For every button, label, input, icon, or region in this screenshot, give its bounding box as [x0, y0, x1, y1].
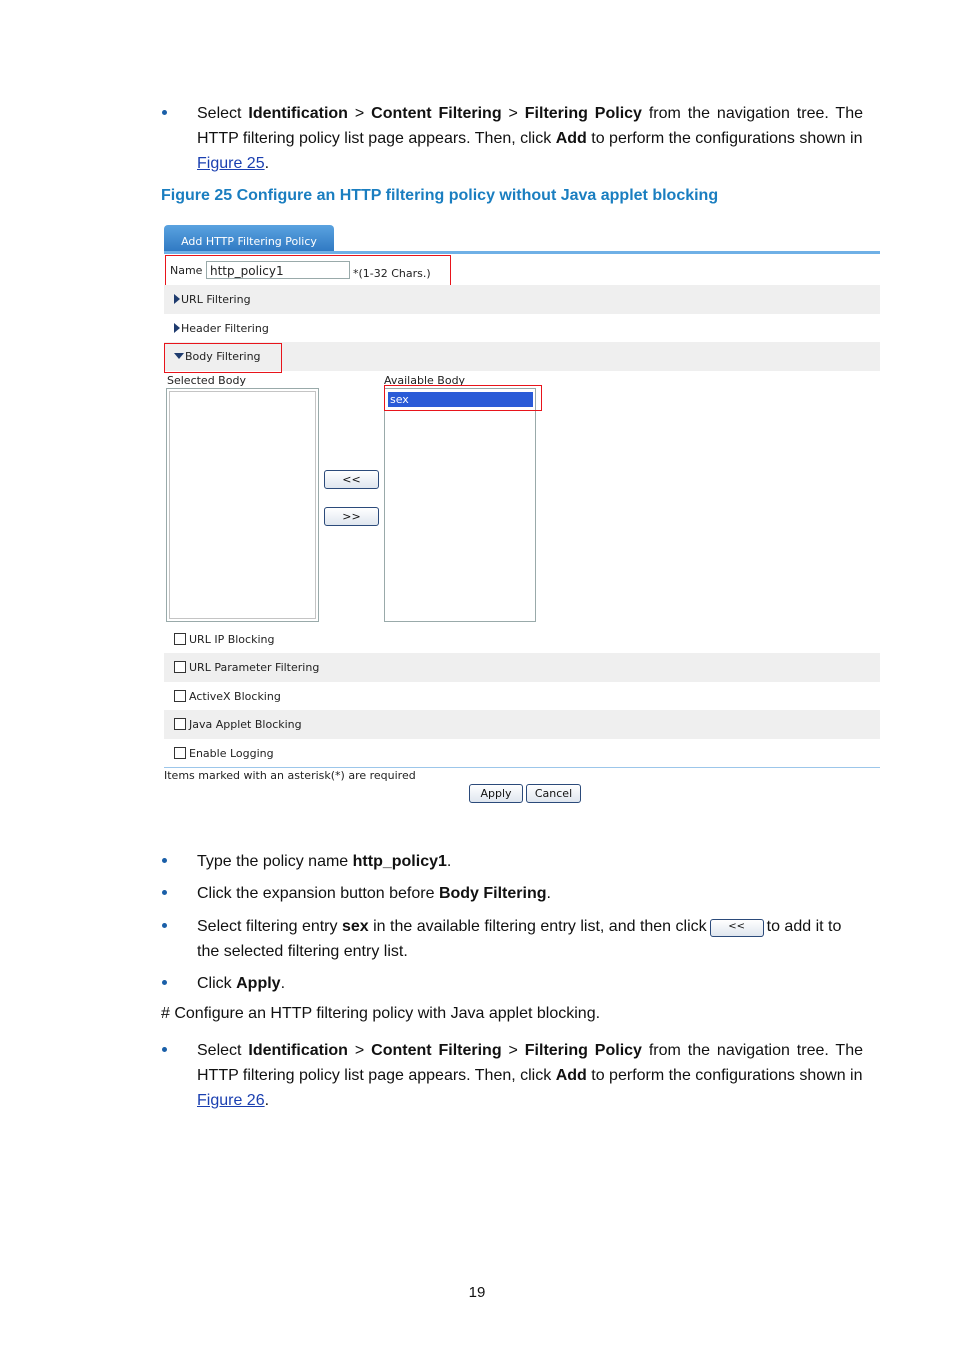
second-paragraph: Select Identification > Content Filtering > Filtering Policy from the navigation tree. The HTTP filtering policy list page appears. Then, click Add to perform the configurations shown in Figure 26. [197, 1042, 863, 1109]
available-item-sex[interactable]: sex [388, 392, 533, 407]
bullet [161, 980, 169, 988]
url-ip-blocking-checkbox[interactable] [174, 633, 186, 645]
move-right-button[interactable]: >> [324, 507, 379, 526]
header-filtering-row[interactable]: Header Filtering [164, 314, 880, 343]
selected-body-label: Selected Body [167, 374, 246, 387]
divider [164, 767, 880, 768]
bullet [161, 890, 169, 898]
highlight-sex-item [384, 385, 542, 411]
step-3: Select filtering entry sex in the available filtering entry list, and then click << to add it to the selected filtering entry list. [197, 918, 842, 960]
name-hint: *(1-32 Chars.) [353, 267, 431, 280]
name-label: Name [170, 264, 203, 277]
inline-move-left-button: << [710, 919, 764, 937]
figure-25-link[interactable]: Figure 25 [197, 155, 265, 172]
cancel-button[interactable]: Cancel [526, 784, 581, 803]
http-filtering-policy-form [162, 224, 882, 809]
step-4: Click Apply. [197, 975, 286, 992]
figure-caption: Figure 25 Configure an HTTP filtering policy without Java applet blocking [161, 187, 719, 204]
bullet [161, 1047, 169, 1055]
available-body-list[interactable] [384, 388, 536, 622]
required-note: Items marked with an asterisk(*) are required [164, 769, 416, 782]
option-row-activex-blocking: ActiveX Blocking [164, 682, 880, 711]
tab-add-http-filtering-policy[interactable]: Add HTTP Filtering Policy [164, 225, 334, 252]
activex-blocking-checkbox[interactable] [174, 690, 186, 702]
available-body-label: Available Body [384, 374, 466, 387]
highlight-name [165, 255, 451, 287]
selected-body-list[interactable] [166, 388, 319, 622]
option-row-java-applet-blocking: Java Applet Blocking [164, 710, 880, 739]
option-row-url-ip-blocking: URL IP Blocking [164, 625, 880, 654]
bullet [161, 858, 169, 866]
move-left-button[interactable]: << [324, 470, 379, 489]
step-2: Click the expansion button before Body Filtering. [197, 885, 551, 902]
step-1: Type the policy name http_policy1. [197, 853, 452, 870]
name-input[interactable]: http_policy1 [206, 261, 350, 279]
bullet [161, 923, 169, 931]
intro-paragraph: Select Identification > Content Filtering > Filtering Policy from the navigation tree. The HTTP filtering policy list page appears. Then, click Add to perform the configurations shown in Figure 25. [197, 105, 863, 172]
body-filtering-row[interactable]: Body Filtering [164, 342, 880, 371]
java-applet-blocking-checkbox[interactable] [174, 718, 186, 730]
tab-underline [164, 251, 880, 254]
figure-26-link[interactable]: Figure 26 [197, 1092, 265, 1109]
page-number: 19 [468, 1284, 486, 1301]
url-filtering-row[interactable]: URL Filtering [164, 285, 880, 314]
section-comment: # Configure an HTTP filtering policy with Java applet blocking. [161, 1005, 601, 1022]
apply-button[interactable]: Apply [469, 784, 523, 803]
highlight-body-filtering [164, 343, 282, 373]
option-row-enable-logging: Enable Logging [164, 739, 880, 768]
expand-arrow-icon [174, 323, 180, 333]
bullet [161, 110, 169, 118]
expand-arrow-icon [174, 294, 180, 304]
enable-logging-checkbox[interactable] [174, 747, 186, 759]
option-row-url-parameter-filtering: URL Parameter Filtering [164, 653, 880, 682]
url-parameter-filtering-checkbox[interactable] [174, 661, 186, 673]
